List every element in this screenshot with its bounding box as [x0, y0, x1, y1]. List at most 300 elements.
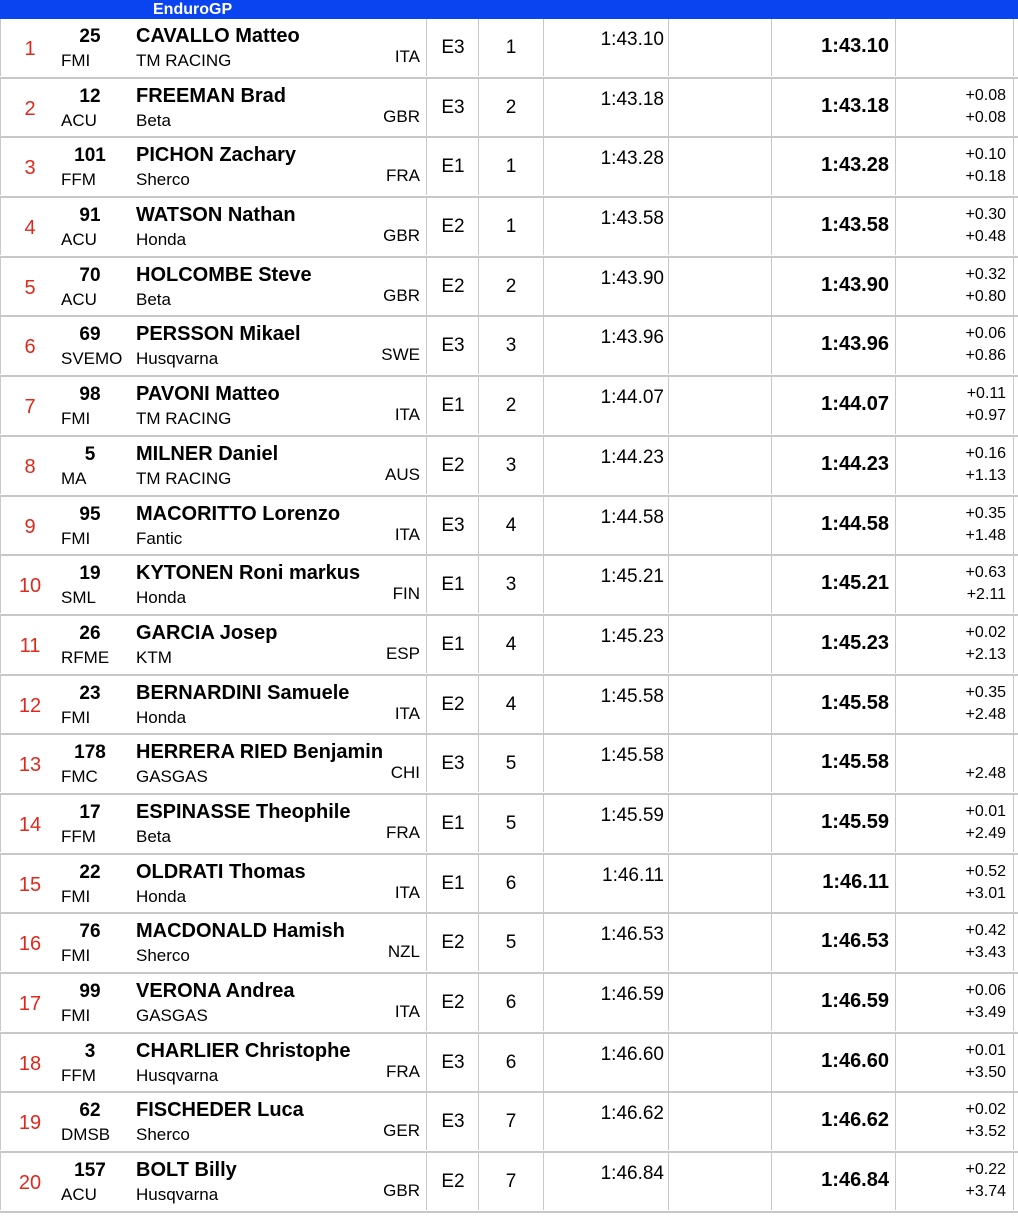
cell-divider: [895, 974, 896, 1031]
cell-divider: [1013, 1093, 1014, 1150]
federation: MA: [61, 468, 87, 488]
best-time: 1:44.58: [821, 512, 889, 535]
lap-time: 1:44.23: [600, 446, 664, 468]
team-name: TM RACING: [136, 409, 232, 429]
gap-first: +0.18: [965, 168, 1006, 186]
class-position: 5: [505, 932, 517, 954]
cell-divider: [895, 497, 896, 554]
team-name: GASGAS: [136, 1006, 208, 1025]
result-row: [0, 79, 1018, 139]
cell-divider: [895, 914, 896, 971]
gap-first: +2.11: [966, 586, 1006, 604]
lap-time: 1:43.90: [600, 267, 664, 289]
cell-divider: [668, 616, 669, 673]
cell-divider: [668, 138, 669, 195]
position: 13: [18, 754, 42, 777]
cell-divider: [895, 1093, 896, 1150]
position: 18: [18, 1052, 42, 1075]
rider-number: 157: [74, 1160, 106, 1182]
rider-number: 95: [79, 503, 101, 525]
rider-name: CHARLIER Christophe: [136, 1039, 351, 1062]
lap-time: 1:45.59: [600, 804, 664, 826]
cell-divider: [895, 317, 896, 374]
class-position: 4: [505, 633, 517, 655]
best-time: 1:46.59: [821, 990, 889, 1012]
cell-divider: [895, 795, 896, 852]
gap-previous: +0.52: [965, 862, 1006, 880]
cell-divider: [1013, 676, 1014, 733]
cell-divider: [668, 795, 669, 852]
best-time: 1:43.28: [821, 154, 889, 177]
class-position: 2: [505, 395, 517, 417]
gap-first: +2.48: [965, 705, 1006, 723]
rider-name: KYTONEN Roni markus: [136, 562, 361, 585]
class-position: 6: [505, 872, 517, 894]
cell-divider: [543, 377, 544, 434]
position: 5: [24, 276, 36, 299]
class: E1: [441, 395, 465, 417]
cell-divider: [543, 855, 544, 912]
gap-previous: +0.63: [965, 564, 1006, 582]
cell-divider: [543, 198, 544, 255]
cell-divider: [1013, 914, 1014, 971]
nationality: ITA: [394, 1002, 420, 1021]
gap-first: +1.48: [965, 526, 1006, 544]
best-time: 1:43.18: [821, 94, 889, 117]
cell-divider: [668, 79, 669, 136]
rider-name: CAVALLO Matteo: [136, 25, 300, 47]
lap-time: 1:44.58: [600, 506, 664, 528]
gap-previous: +0.30: [965, 206, 1006, 224]
federation: ACU: [61, 230, 97, 250]
federation: FMI: [61, 51, 91, 70]
cell-divider: [543, 19, 544, 76]
nationality: ITA: [394, 405, 420, 425]
result-row: [0, 1034, 1018, 1094]
nationality: ITA: [394, 703, 420, 723]
cell-divider: [1013, 497, 1014, 554]
cell-divider: [543, 1093, 544, 1150]
nationality: FRA: [386, 822, 420, 842]
rider-number: 3: [84, 1040, 96, 1062]
cell-divider: [895, 437, 896, 494]
federation: RFME: [61, 647, 110, 667]
result-row: [0, 198, 1018, 258]
team-name: TM RACING: [136, 468, 232, 488]
team-name: Beta: [136, 289, 171, 309]
cell-divider: [543, 138, 544, 195]
class: E1: [441, 156, 465, 178]
nationality: GBR: [383, 1181, 420, 1201]
cell-divider: [668, 855, 669, 912]
rider-number: 25: [79, 26, 101, 47]
rider-number: 101: [74, 145, 106, 167]
nationality: SWE: [381, 345, 420, 365]
class-position: 2: [505, 96, 517, 118]
rider-number: 23: [79, 682, 101, 704]
rider-name: FISCHEDER Luca: [136, 1099, 304, 1122]
rider-name: FREEMAN Brad: [136, 84, 287, 107]
nationality: ITA: [394, 47, 420, 66]
class-position: 3: [505, 335, 517, 357]
class: E2: [441, 1171, 465, 1193]
rider-number: 98: [79, 384, 101, 406]
rider-name: BERNARDINI Samuele: [136, 681, 350, 704]
rider-name: OLDRATI Thomas: [136, 860, 306, 883]
class-position: 6: [505, 1051, 517, 1073]
results-table: [0, 19, 1018, 1213]
class-position: 4: [505, 514, 517, 536]
rider-number: 69: [79, 324, 101, 346]
federation: FMI: [61, 886, 91, 906]
class-position: 5: [505, 753, 517, 775]
cell-divider: [668, 735, 669, 792]
federation: SML: [61, 588, 96, 608]
cell-divider: [668, 497, 669, 554]
cell-divider: [1013, 437, 1014, 494]
best-time: 1:46.11: [822, 870, 889, 893]
nationality: FIN: [392, 584, 420, 604]
nationality: FRA: [386, 166, 420, 186]
cell-divider: [668, 1034, 669, 1091]
nationality: ESP: [385, 643, 420, 663]
lap-time: 1:46.84: [600, 1163, 664, 1185]
team-name: Sherco: [136, 946, 190, 966]
nationality: GBR: [383, 285, 420, 305]
class: E2: [441, 992, 465, 1013]
federation: FMI: [61, 528, 91, 548]
result-row: [0, 914, 1018, 974]
cell-divider: [543, 795, 544, 852]
gap-first: +3.43: [965, 944, 1006, 962]
rider-name: MACORITTO Lorenzo: [136, 502, 341, 525]
result-row: [0, 795, 1018, 855]
gap-previous: +0.10: [965, 146, 1006, 164]
cell-divider: [543, 735, 544, 792]
federation: FMI: [61, 409, 91, 429]
gap-previous: +0.16: [965, 444, 1006, 462]
team-name: TM RACING: [136, 51, 232, 70]
cell-divider: [1013, 795, 1014, 852]
position: 2: [24, 97, 36, 120]
rider-number: 62: [79, 1100, 101, 1122]
federation: SVEMO: [61, 349, 123, 369]
lap-time: 1:43.18: [600, 88, 664, 110]
cell-divider: [668, 676, 669, 733]
rider-number: 70: [79, 264, 101, 286]
position: 8: [24, 455, 36, 478]
result-row: [0, 556, 1018, 616]
class-position: 3: [505, 574, 517, 596]
cell-divider: [895, 198, 896, 255]
rider-number: 22: [79, 861, 101, 883]
position: 11: [19, 634, 41, 657]
class: E1: [441, 574, 465, 596]
rider-number: 12: [79, 85, 101, 107]
class-position: 6: [505, 992, 517, 1013]
cell-divider: [1013, 556, 1014, 613]
rider-name: VERONA Andrea: [136, 980, 295, 1002]
class: E3: [441, 1111, 465, 1133]
rider-name: PAVONI Matteo: [136, 383, 280, 406]
position: 1: [24, 38, 36, 60]
cell-divider: [895, 1153, 896, 1210]
cell-divider: [895, 1034, 896, 1091]
nationality: GBR: [383, 226, 420, 246]
cell-divider: [1013, 855, 1014, 912]
gap-first: +1.13: [965, 466, 1006, 484]
rider-name: HOLCOMBE Steve: [136, 263, 312, 286]
result-row: [0, 974, 1018, 1034]
lap-time: 1:43.10: [600, 29, 664, 50]
rider-name: PICHON Zachary: [136, 144, 297, 167]
federation: FMI: [61, 707, 91, 727]
position: 7: [24, 396, 36, 419]
position: 15: [18, 873, 42, 896]
class: E2: [441, 275, 465, 297]
class: E2: [441, 216, 465, 238]
rider-name: ESPINASSE Theophile: [136, 800, 351, 823]
nationality: GER: [383, 1121, 420, 1141]
gap-first: +0.80: [965, 287, 1006, 305]
position: 9: [24, 515, 36, 538]
cell-divider: [1013, 198, 1014, 255]
position: 12: [18, 694, 42, 717]
gap-first: +3.01: [965, 884, 1006, 902]
cell-divider: [668, 974, 669, 1031]
cell-divider: [543, 1153, 544, 1210]
cell-divider: [543, 676, 544, 733]
team-name: Husqvarna: [136, 1185, 219, 1205]
class-position: 2: [505, 275, 517, 297]
best-time: 1:46.62: [821, 1109, 889, 1132]
cell-divider: [668, 1153, 669, 1210]
cell-divider: [895, 377, 896, 434]
federation: FMI: [61, 1006, 91, 1025]
class: E3: [441, 335, 465, 357]
team-name: Sherco: [136, 170, 190, 190]
federation: FFM: [61, 1065, 96, 1085]
rider-number: 17: [79, 801, 101, 823]
gap-previous: +0.08: [965, 86, 1006, 104]
cell-divider: [1013, 735, 1014, 792]
cell-divider: [895, 556, 896, 613]
cell-divider: [1013, 1153, 1014, 1210]
cell-divider: [1013, 616, 1014, 673]
best-time: 1:43.58: [821, 214, 889, 237]
best-time: 1:44.07: [821, 393, 889, 416]
gap-first: +3.74: [965, 1183, 1006, 1201]
cell-divider: [1013, 79, 1014, 136]
class-position: 1: [505, 37, 517, 58]
gap-previous: +0.06: [965, 982, 1006, 999]
position: 6: [24, 336, 36, 359]
result-row: [0, 138, 1018, 198]
nationality: NZL: [387, 942, 420, 962]
team-name: Sherco: [136, 1125, 190, 1145]
gap-first: +2.49: [965, 824, 1006, 842]
class-position: 7: [505, 1111, 517, 1133]
cell-divider: [1013, 138, 1014, 195]
cell-divider: [668, 437, 669, 494]
cell-divider: [895, 19, 896, 76]
result-row: [0, 19, 1018, 79]
cell-divider: [1013, 1034, 1014, 1091]
result-row: [0, 735, 1018, 795]
lap-time: 1:46.53: [600, 924, 664, 946]
lap-time: 1:45.58: [600, 685, 664, 707]
class: E1: [441, 633, 465, 655]
cell-divider: [543, 1034, 544, 1091]
result-row: [0, 437, 1018, 497]
rider-name: BOLT Billy: [136, 1159, 237, 1182]
team-name: Honda: [136, 886, 187, 906]
cell-divider: [668, 317, 669, 374]
class-position: 1: [505, 156, 517, 178]
federation: ACU: [61, 1185, 97, 1205]
team-name: GASGAS: [136, 767, 208, 787]
result-row: [0, 616, 1018, 676]
lap-time: 1:46.60: [600, 1043, 664, 1065]
position: 19: [18, 1112, 42, 1135]
best-time: 1:45.59: [821, 810, 889, 833]
class: E2: [441, 454, 465, 476]
best-time: 1:45.58: [821, 691, 889, 714]
cell-divider: [1013, 258, 1014, 315]
gap-first: +2.13: [965, 645, 1006, 663]
gap-previous: +0.22: [965, 1161, 1006, 1179]
position: 17: [18, 993, 42, 1015]
federation: FMI: [61, 946, 91, 966]
class-position: 4: [505, 693, 517, 715]
cell-divider: [1013, 974, 1014, 1031]
lap-time: 1:46.59: [600, 984, 664, 1005]
cell-divider: [543, 497, 544, 554]
cell-divider: [895, 855, 896, 912]
rider-number: 91: [79, 205, 101, 227]
cell-divider: [895, 138, 896, 195]
result-row: [0, 676, 1018, 736]
team-name: Honda: [136, 707, 187, 727]
rider-name: MACDONALD Hamish: [136, 920, 345, 943]
class-banner: [0, 0, 1018, 19]
cell-divider: [668, 19, 669, 76]
gap-first: +3.49: [965, 1004, 1006, 1021]
cell-divider: [1013, 19, 1014, 76]
best-time: 1:45.23: [821, 631, 889, 654]
class-title: EnduroGP: [153, 1, 233, 18]
cell-divider: [543, 556, 544, 613]
cell-divider: [1013, 317, 1014, 374]
lap-time: 1:45.23: [600, 625, 664, 647]
gap-previous: +0.01: [965, 1041, 1006, 1059]
cell-divider: [895, 735, 896, 792]
position: 10: [18, 575, 42, 598]
class: E3: [441, 1051, 465, 1073]
gap-first: +2.48: [965, 765, 1006, 783]
rider-name: WATSON Nathan: [136, 204, 296, 227]
lap-time: 1:43.96: [600, 327, 664, 349]
rider-name: PERSSON Mikael: [136, 323, 301, 346]
rider-number: 178: [74, 742, 106, 764]
gap-previous: +0.35: [965, 504, 1006, 522]
gap-previous: +0.02: [965, 623, 1006, 641]
cell-divider: [895, 79, 896, 136]
nationality: ITA: [394, 882, 420, 902]
cell-divider: [543, 317, 544, 374]
result-row: [0, 377, 1018, 437]
class-position: 5: [505, 812, 517, 834]
result-row: [0, 258, 1018, 318]
class-position: 1: [505, 216, 517, 238]
nationality: ITA: [394, 524, 420, 544]
federation: ACU: [61, 110, 97, 130]
rider-number: 76: [79, 921, 101, 943]
cell-divider: [895, 676, 896, 733]
gap-previous: +0.11: [966, 385, 1006, 403]
cell-divider: [543, 437, 544, 494]
cell-divider: [543, 616, 544, 673]
rider-name: MILNER Daniel: [136, 442, 279, 465]
position: 20: [18, 1172, 42, 1195]
team-name: Fantic: [136, 528, 183, 548]
cell-divider: [668, 914, 669, 971]
gap-previous: +0.32: [965, 265, 1006, 283]
class: E2: [441, 932, 465, 954]
result-row: [0, 1093, 1018, 1153]
team-name: Husqvarna: [136, 1065, 219, 1085]
cell-divider: [543, 258, 544, 315]
class: E2: [441, 693, 465, 715]
team-name: Beta: [136, 110, 171, 130]
rider-number: 99: [79, 981, 101, 1002]
lap-time: 1:43.28: [600, 148, 664, 170]
nationality: AUS: [385, 464, 420, 484]
class: E3: [441, 96, 465, 118]
best-time: 1:45.58: [821, 751, 889, 774]
best-time: 1:46.53: [821, 930, 889, 953]
gap-first: +0.97: [965, 407, 1006, 425]
gap-first: +0.08: [965, 108, 1006, 126]
gap-first: +0.86: [965, 347, 1006, 365]
best-time: 1:43.90: [821, 273, 889, 296]
cell-divider: [543, 79, 544, 136]
nationality: FRA: [386, 1061, 420, 1081]
cell-divider: [1013, 377, 1014, 434]
federation: ACU: [61, 289, 97, 309]
result-row: [0, 855, 1018, 915]
position: 14: [18, 813, 42, 836]
cell-divider: [895, 258, 896, 315]
lap-time: 1:46.11: [602, 864, 664, 886]
best-time: 1:45.21: [821, 572, 889, 595]
team-name: KTM: [136, 647, 172, 667]
federation: FFM: [61, 170, 96, 190]
position: 16: [18, 933, 42, 956]
best-time: 1:44.23: [821, 452, 889, 475]
rider-name: HERRERA RIED Benjamin: [136, 741, 384, 764]
class: E1: [441, 872, 465, 894]
result-row: [0, 1153, 1018, 1213]
class: E3: [441, 37, 465, 58]
position: 3: [24, 157, 36, 180]
gap-first: +3.50: [965, 1063, 1006, 1081]
best-time: 1:43.96: [821, 333, 889, 356]
gap-previous: +0.35: [965, 683, 1006, 701]
best-time: 1:46.60: [821, 1049, 889, 1072]
class-position: 3: [505, 454, 517, 476]
gap-first: +3.52: [965, 1123, 1006, 1141]
